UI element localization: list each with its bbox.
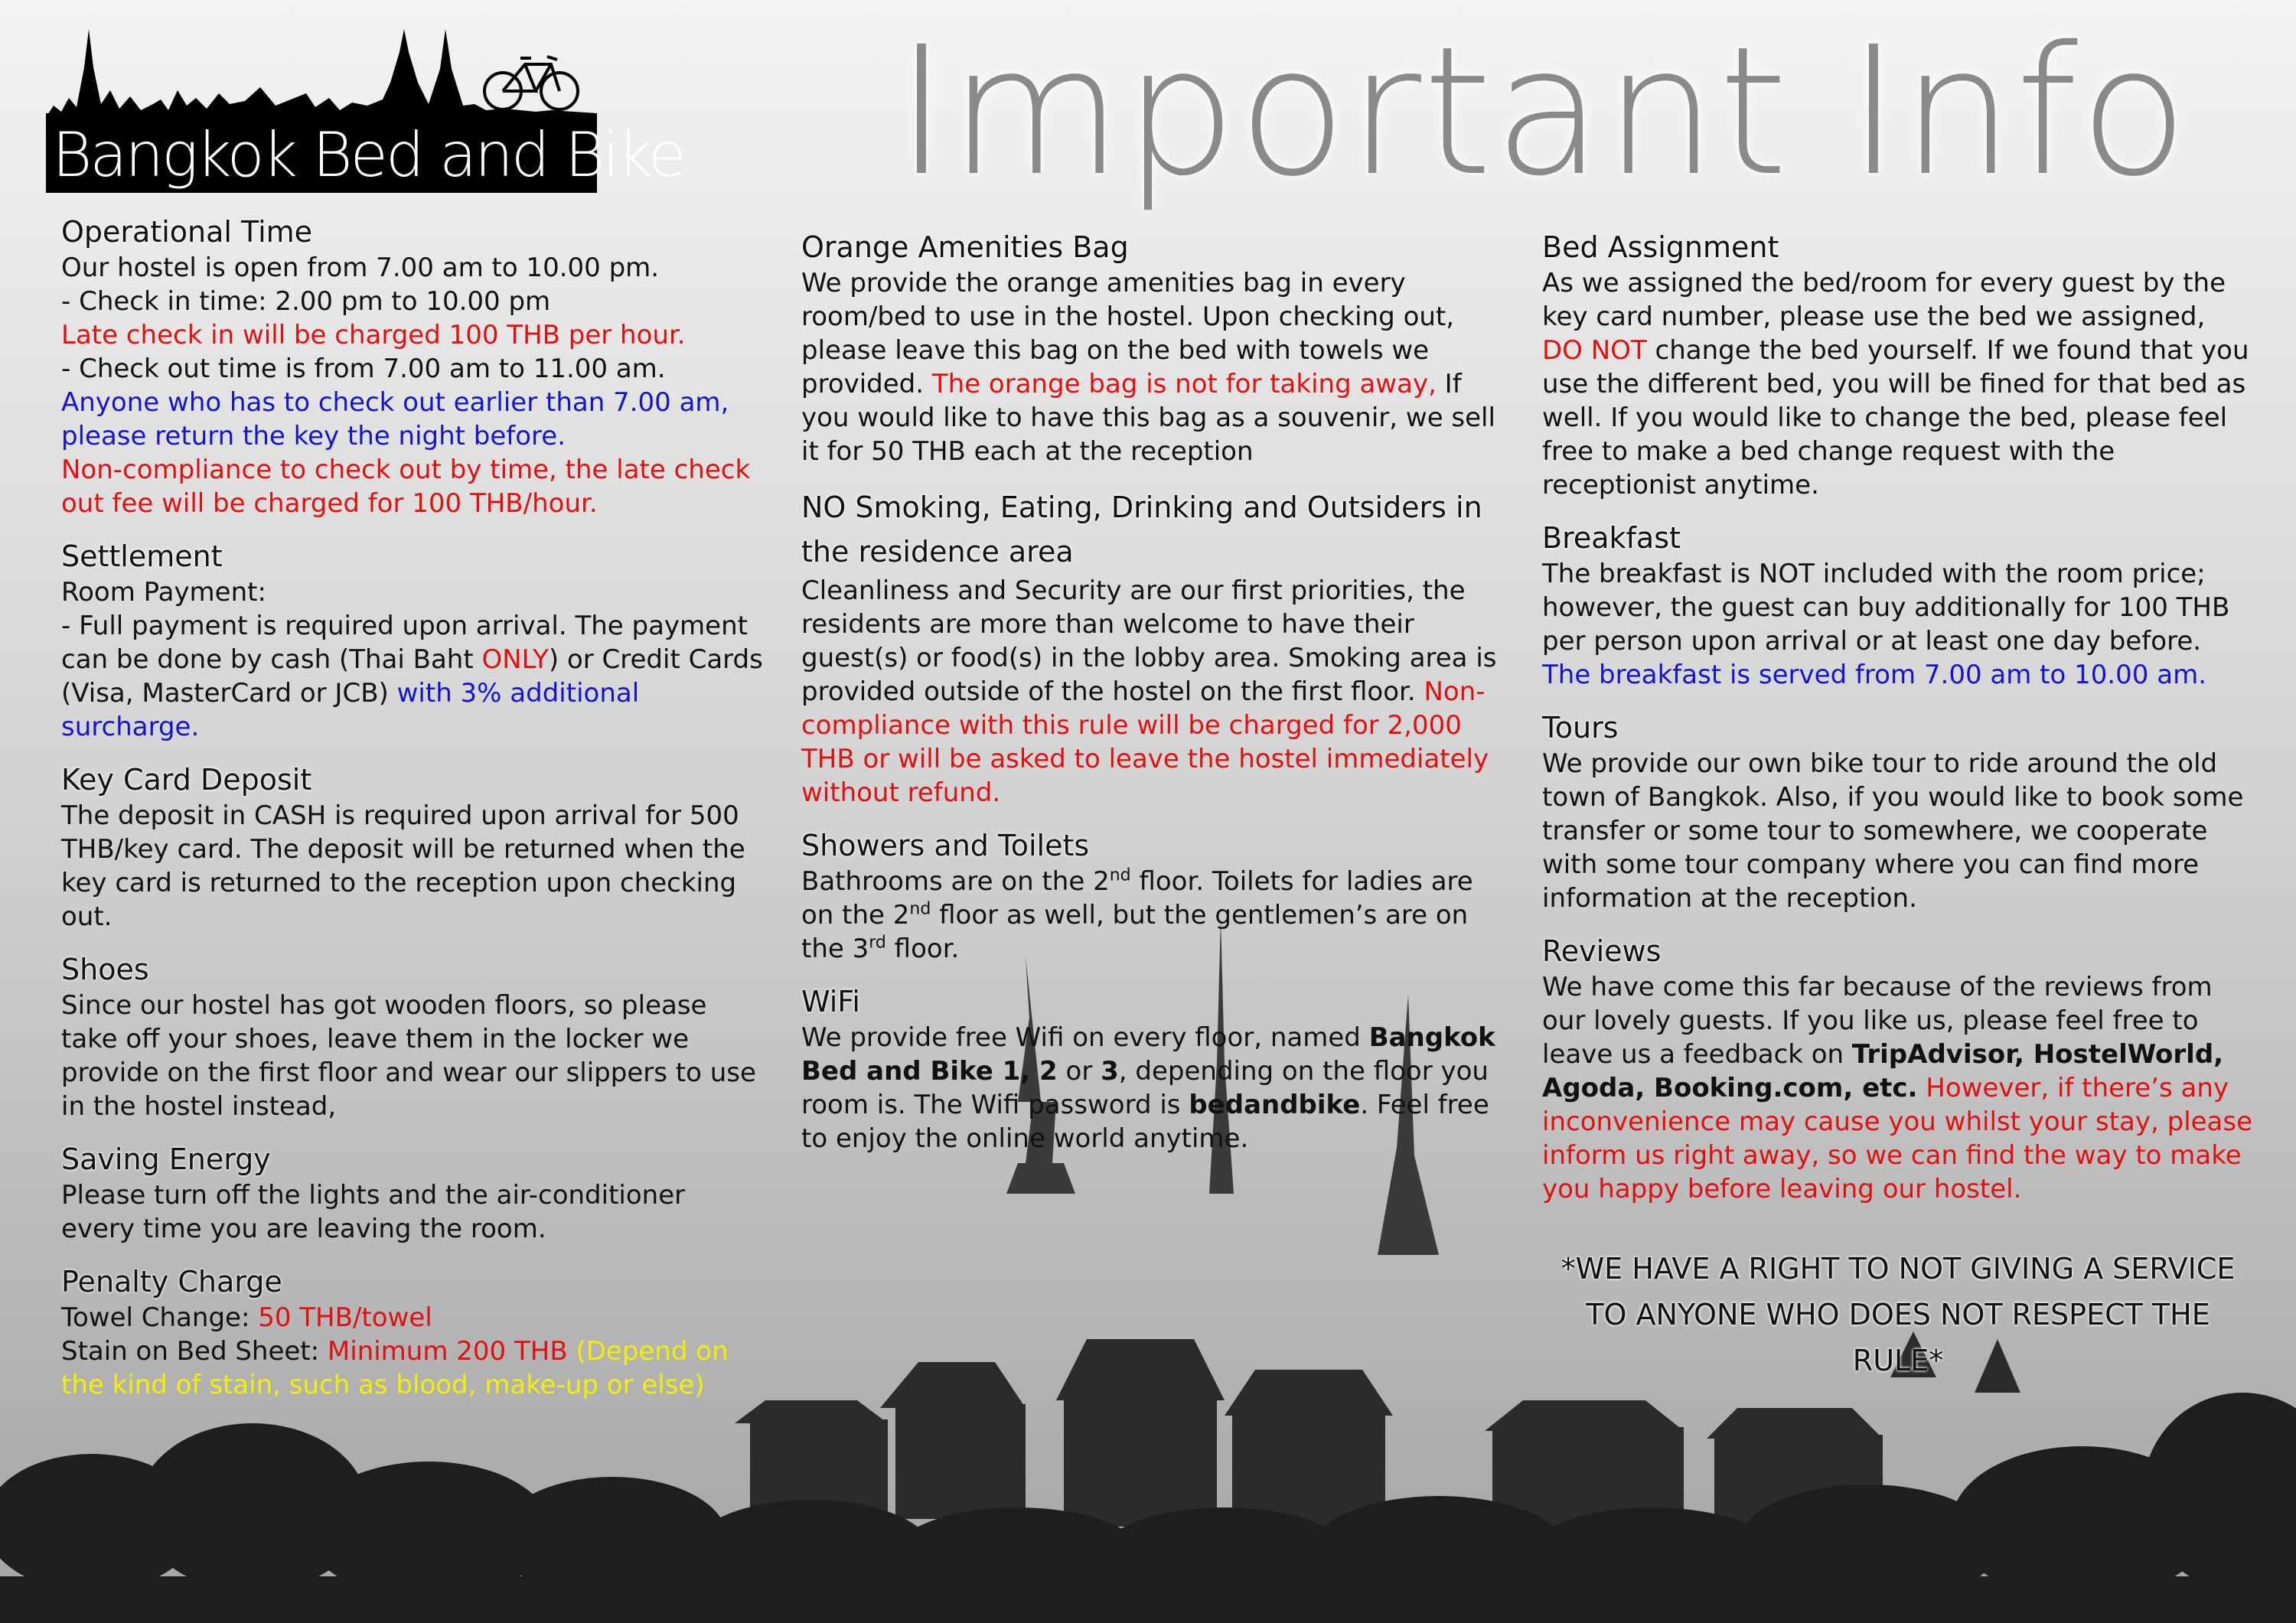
inconvenience-note: However, if there’s any inconvenience may cause you whilst your stay, please inform us right away, so we can find the way to make you happy before leaving our hostel.	[1542, 1073, 2253, 1204]
section-bed-assignment	[1542, 228, 2254, 502]
wifi-network-3: 3	[1101, 1056, 1119, 1087]
section-orange-amenities-bag	[801, 228, 1513, 468]
text-span: As we assigned the bed/room for every guest by the key card number, please use the bed we assigned,	[1542, 268, 2226, 332]
column-left	[61, 213, 765, 1419]
section-body	[1542, 266, 2254, 502]
text-span: . Feel free to enjoy the online world anytime.	[801, 1090, 1489, 1154]
text-span: or	[1057, 1056, 1101, 1087]
section-settlement	[61, 537, 765, 744]
section-body: Since our hostel has got wooden floors, so please take off your shoes, leave them in the locker we provide on the first floor and wear our slippers to use in the hostel instead,	[61, 990, 756, 1122]
late-checkin-note: Late check in will be charged 100 THB per hour.	[61, 320, 686, 350]
text-span: floor as well, but the gentlemen’s are on the 3	[801, 900, 1469, 964]
stain-note: (Depend on the kind of stain, such as blood, make-up or else)	[61, 1336, 729, 1400]
section-body	[801, 574, 1513, 810]
text-span: Towel Change:	[61, 1302, 259, 1333]
section-body: We provide our own bike tour to ride around the old town of Bangkok. Also, if you would like to book some transfer or some tour to somewhere, we cooperate with some tour company where you can find more information at the reception.	[1542, 748, 2244, 914]
towel-change-line	[61, 1301, 765, 1335]
logo-text: Bangkok Bed and Bike	[52, 119, 684, 191]
text-span: We have come this far because of the reviews from our lovely guests. If you like us, please feel free to leave us a feedback on	[1542, 972, 2213, 1070]
only-emphasis: ONLY	[481, 644, 549, 675]
section-body	[801, 266, 1513, 468]
section-body	[801, 865, 1513, 966]
text-span: If you would like to have this bag as a souvenir, we sell it for 50 THB each at the reception	[801, 369, 1495, 467]
section-title: Showers and Toilets	[801, 829, 1090, 862]
text-line: - Check in time: 2.00 pm to 10.00 pm	[61, 286, 551, 317]
section-wifi	[801, 983, 1513, 1155]
section-shoes	[61, 950, 765, 1123]
section-title: Saving Energy	[61, 1142, 271, 1176]
section-title: Reviews	[1542, 934, 1662, 968]
towel-fee: 50 THB/towel	[258, 1302, 432, 1333]
skyline-bike-icon	[46, 14, 597, 121]
section-reviews	[1542, 932, 2254, 1206]
text-span: ) or Credit Cards (Visa, MasterCard or JCB)	[61, 644, 763, 709]
section-showers-toilets	[801, 826, 1513, 966]
section-title: Settlement	[61, 539, 223, 573]
section-title: Penalty Charge	[61, 1265, 282, 1299]
text-line: Our hostel is open from 7.00 am to 10.00 pm.	[61, 253, 660, 283]
section-tours	[1542, 709, 2254, 915]
column-middle	[801, 228, 1513, 1172]
text-span: floor.	[885, 934, 960, 964]
section-body: The breakfast is NOT included with the room price; however, the guest can buy additionally for 100 THB per person upon arrival or at least one day before.	[1542, 559, 2230, 657]
ordinal-suffix: rd	[869, 933, 886, 953]
text-span: We provide free Wifi on every floor, named	[801, 1022, 1369, 1053]
section-no-smoking	[801, 485, 1513, 810]
ordinal-suffix: nd	[909, 899, 931, 919]
text-span: change the bed yourself. If we found that you use the different bed, you will be fined for that bed as well. If you would like to change the bed, please feel free to make a bed change request with the receptionist anytime.	[1542, 335, 2249, 500]
section-body: The deposit in CASH is required upon arrival for 500 THB/key card. The deposit will be returned when the key card is returned to the reception upon checking out.	[61, 800, 745, 932]
section-breakfast	[1542, 519, 2254, 692]
column-right	[1542, 228, 2254, 1223]
section-title: Key Card Deposit	[61, 763, 312, 797]
early-checkout-note: Anyone who has to check out earlier than 7.00 am, please return the key the night before.	[61, 387, 729, 451]
text-span: Bathrooms are on the 2	[801, 866, 1110, 897]
section-title: Bed Assignment	[1542, 230, 1779, 264]
text-span: Cleanliness and Security are our first priorities, the residents are more than welcome to have their guest(s) or food(s) in the lobby area. Smoking area is provided outside of the hostel on the first floor.	[801, 575, 1497, 707]
section-title: NO Smoking, Eating, Drinking and Outsiders in the residence area	[801, 490, 1482, 569]
section-body: Please turn off the lights and the air-conditioner every time you are leaving the room.	[61, 1180, 686, 1244]
page-title: Important Info	[895, 8, 2190, 215]
text-span: , depending on the floor you room is. The Wifi password is	[801, 1056, 1489, 1120]
late-checkout-fee-note: Non-compliance to check out by time, the late check out fee will be charged for 100 THB/hour.	[61, 455, 751, 519]
wifi-password: bedandbike	[1189, 1090, 1361, 1120]
section-body	[801, 1021, 1513, 1155]
section-operational-time	[61, 213, 765, 520]
text-span: Stain on Bed Sheet:	[61, 1336, 328, 1367]
text-span: floor. Toilets for ladies are on the 2	[801, 866, 1473, 930]
section-penalty-charge	[61, 1263, 765, 1402]
section-title: Orange Amenities Bag	[801, 230, 1129, 264]
stain-fee: Minimum 200 THB	[327, 1336, 568, 1367]
breakfast-hours: The breakfast is served from 7.00 am to 10.00 am.	[1542, 660, 2207, 690]
section-title: Tours	[1542, 711, 1619, 745]
review-sites: TripAdvisor, HostelWorld, Agoda, Booking.com, etc.	[1542, 1039, 2224, 1103]
section-key-card-deposit	[61, 761, 765, 934]
service-rights-notice: *WE HAVE A RIGHT TO NOT GIVING A SERVICE TO ANYONE WHO DOES NOT RESPECT THE RULE*	[1561, 1252, 2236, 1377]
stain-line	[61, 1335, 765, 1402]
section-title: Shoes	[61, 953, 149, 986]
text-span: - Full payment is required upon arrival. The payment can be done by cash (Thai Baht	[61, 611, 748, 675]
not-for-taking-note: The orange bag is not for taking away,	[931, 369, 1437, 399]
section-title: Breakfast	[1542, 521, 1681, 555]
hostel-logo	[46, 14, 684, 197]
text-line: - Check out time is from 7.00 am to 11.00 am.	[61, 354, 666, 384]
section-saving-energy	[61, 1140, 765, 1246]
section-body	[1542, 970, 2254, 1206]
text-line: Room Payment:	[61, 577, 266, 608]
ordinal-suffix: nd	[1109, 865, 1131, 885]
non-compliance-note: Non-compliance with this rule will be charged for 2,000 THB or will be asked to leave the hostel immediately without refund.	[801, 676, 1489, 808]
wifi-network-names: Bangkok Bed and Bike 1, 2	[801, 1022, 1495, 1087]
section-title: Operational Time	[61, 215, 313, 249]
do-not-emphasis: DO NOT	[1542, 335, 1647, 366]
text-span: We provide the orange amenities bag in every room/bed to use in the hostel. Upon checking out, please leave this bag on the bed with towels we provided.	[801, 268, 1455, 399]
payment-text	[61, 609, 765, 744]
section-title: WiFi	[801, 985, 860, 1018]
surcharge-note: with 3% additional surcharge.	[61, 678, 640, 742]
